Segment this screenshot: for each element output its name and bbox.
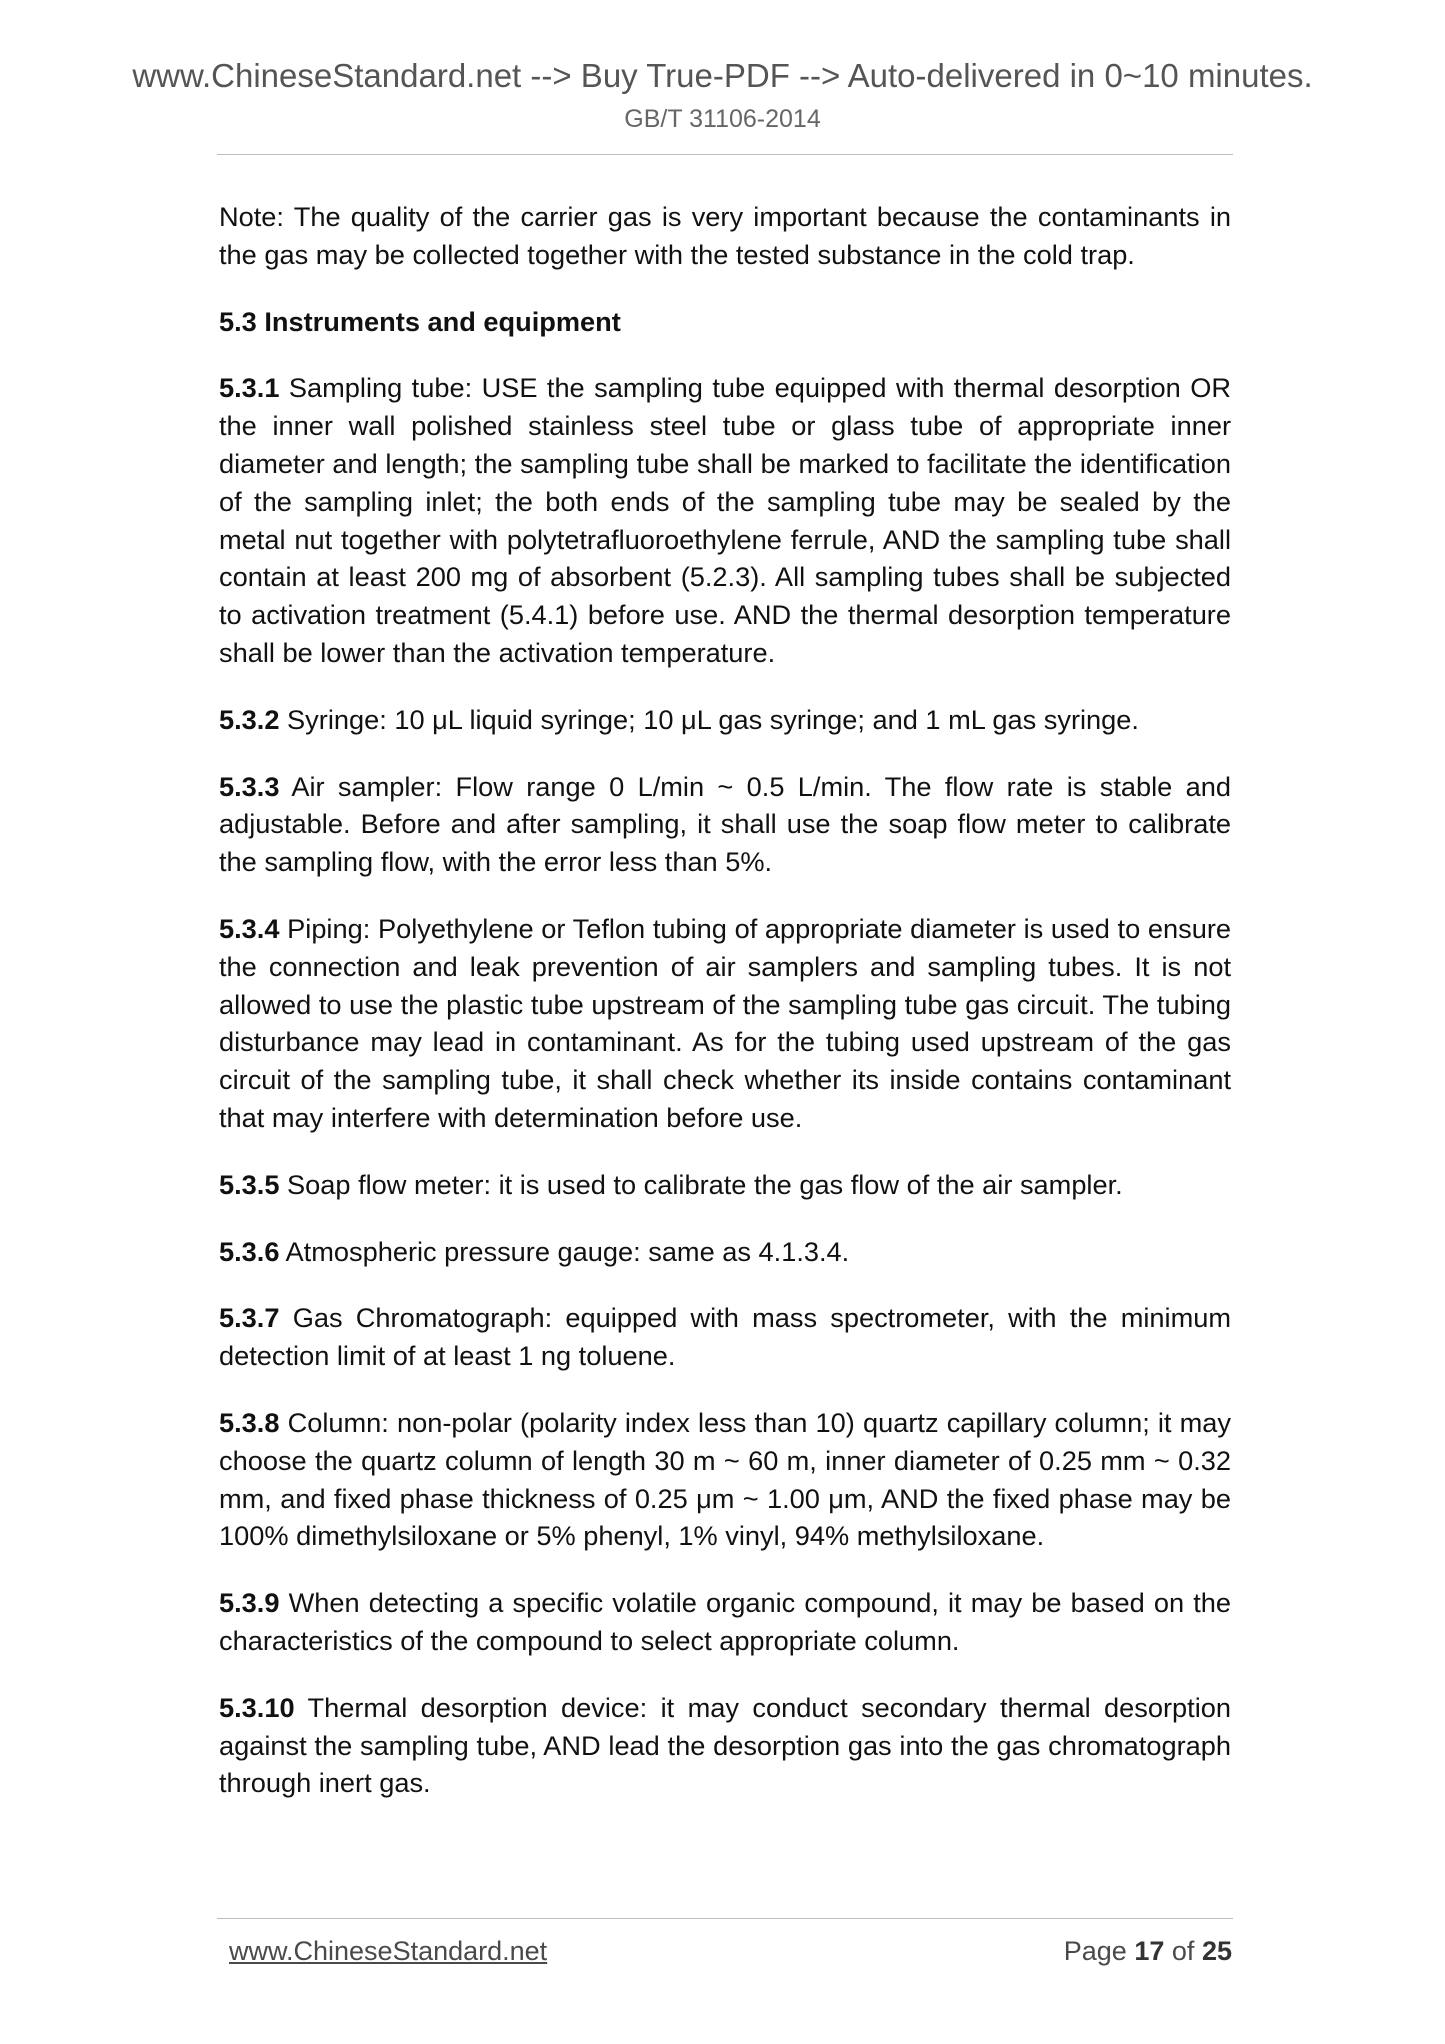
page-of-word: of bbox=[1171, 1936, 1195, 1966]
clause-5-3-5 bbox=[219, 1166, 1231, 1204]
footer-divider bbox=[217, 1918, 1233, 1919]
header-banner-link[interactable]: www.ChineseStandard.net --> Buy True-PDF --> Auto-delivered in 0~10 minutes. bbox=[132, 57, 1313, 94]
clause-text: Column: non-polar (polarity index less than 10) quartz capillary column; it may choose the quartz column of length 30 m ~ 60 m, inner diameter of 0.25 mm ~ 0.32 mm, and fixed phase thickness of 0.25 μm ~ 1.00 μm, AND the fixed phase may be 100% dimethylsiloxane or 5% phenyl, 1% vinyl, 94% methylsiloxane. bbox=[219, 1406, 1231, 1552]
current-page-number: 17 bbox=[1134, 1936, 1165, 1966]
clause-number: 5.3.6 bbox=[219, 1235, 280, 1267]
clause-5-3-3 bbox=[219, 768, 1231, 881]
clause-number: 5.3.4 bbox=[219, 912, 280, 944]
clause-text: Soap flow meter: it is used to calibrate the gas flow of the air sampler. bbox=[287, 1168, 1123, 1200]
clause-5-3-9 bbox=[219, 1584, 1231, 1660]
clause-number: 5.3.9 bbox=[219, 1587, 280, 1619]
clause-5-3-7 bbox=[219, 1299, 1231, 1375]
clause-number: 5.3.3 bbox=[219, 770, 280, 802]
clause-5-3-2 bbox=[219, 701, 1231, 739]
page-content bbox=[219, 198, 1231, 1802]
note-paragraph: Note: The quality of the carrier gas is very important because the contaminants in the gas may be collected together with the tested substance in the cold trap. bbox=[219, 201, 1231, 270]
section-heading: 5.3 Instruments and equipment bbox=[219, 305, 621, 337]
standard-number: GB/T 31106-2014 bbox=[624, 105, 821, 133]
clause-text: Piping: Polyethylene or Teflon tubing of appropriate diameter is used to ensure the connection and leak prevention of air samplers and sampling tubes. It is not allowed to use the plastic tube upstream of the sampling tube gas circuit. The tubing disturbance may lead in contaminant. As for the tubing used upstream of the gas circuit of the sampling tube, it shall check whether its inside contains contaminant that may interfere with determination before use. bbox=[219, 912, 1231, 1133]
clause-number: 5.3.1 bbox=[219, 372, 280, 404]
page-indicator bbox=[1064, 1934, 1232, 1968]
total-pages-number: 25 bbox=[1201, 1936, 1232, 1966]
clause-number: 5.3.8 bbox=[219, 1406, 280, 1438]
clause-number: 5.3.2 bbox=[219, 703, 280, 735]
header-divider bbox=[217, 154, 1233, 155]
clause-text: Sampling tube: USE the sampling tube equipped with thermal desorption OR the inner wall polished stainless steel tube or glass tube of appropriate inner diameter and length; the sampling tube shall be marked to facilitate the identification of the sampling inlet; the both ends of the sampling tube may be sealed by the metal nut together with polytetrafluoroethylene ferrule, AND the sampling tube shall contain at least 200 mg of absorbent (5.2.3). All sampling tubes shall be subjected to activation treatment (5.4.1) before use. AND the thermal desorption temperature shall be lower than the activation temperature. bbox=[219, 372, 1231, 668]
clause-text: Atmospheric pressure gauge: same as 4.1.3.4. bbox=[285, 1235, 850, 1267]
clause-text: When detecting a specific volatile organic compound, it may be based on the characteristics of the compound to select appropriate column. bbox=[219, 1587, 1231, 1656]
clause-number: 5.3.10 bbox=[219, 1691, 295, 1723]
footer-website-link[interactable]: www.ChineseStandard.net bbox=[229, 1936, 548, 1966]
clause-5-3-8 bbox=[219, 1404, 1231, 1555]
clause-5-3-1 bbox=[219, 369, 1231, 671]
clause-text: Thermal desorption device: it may conduct secondary thermal desorption against the sampling tube, AND lead the desorption gas into the gas chromatograph through inert gas. bbox=[219, 1691, 1231, 1799]
clause-5-3-4 bbox=[219, 910, 1231, 1137]
clause-number: 5.3.7 bbox=[219, 1302, 280, 1334]
clause-text: Gas Chromatograph: equipped with mass spectrometer, with the minimum detection limit of at least 1 ng toluene. bbox=[219, 1302, 1231, 1372]
clause-5-3-10 bbox=[219, 1689, 1231, 1802]
clause-text: Air sampler: Flow range 0 L/min ~ 0.5 L/min. The flow rate is stable and adjustable. Before and after sampling, it shall use the soap flow meter to calibrate the sampling flow, with the error less than 5%. bbox=[219, 770, 1231, 878]
page-word: Page bbox=[1063, 1936, 1127, 1966]
clause-5-3-6 bbox=[219, 1233, 1231, 1271]
clause-text: Syringe: 10 μL liquid syringe; 10 μL gas syringe; and 1 mL gas syringe. bbox=[287, 703, 1139, 735]
clause-number: 5.3.5 bbox=[219, 1168, 280, 1200]
